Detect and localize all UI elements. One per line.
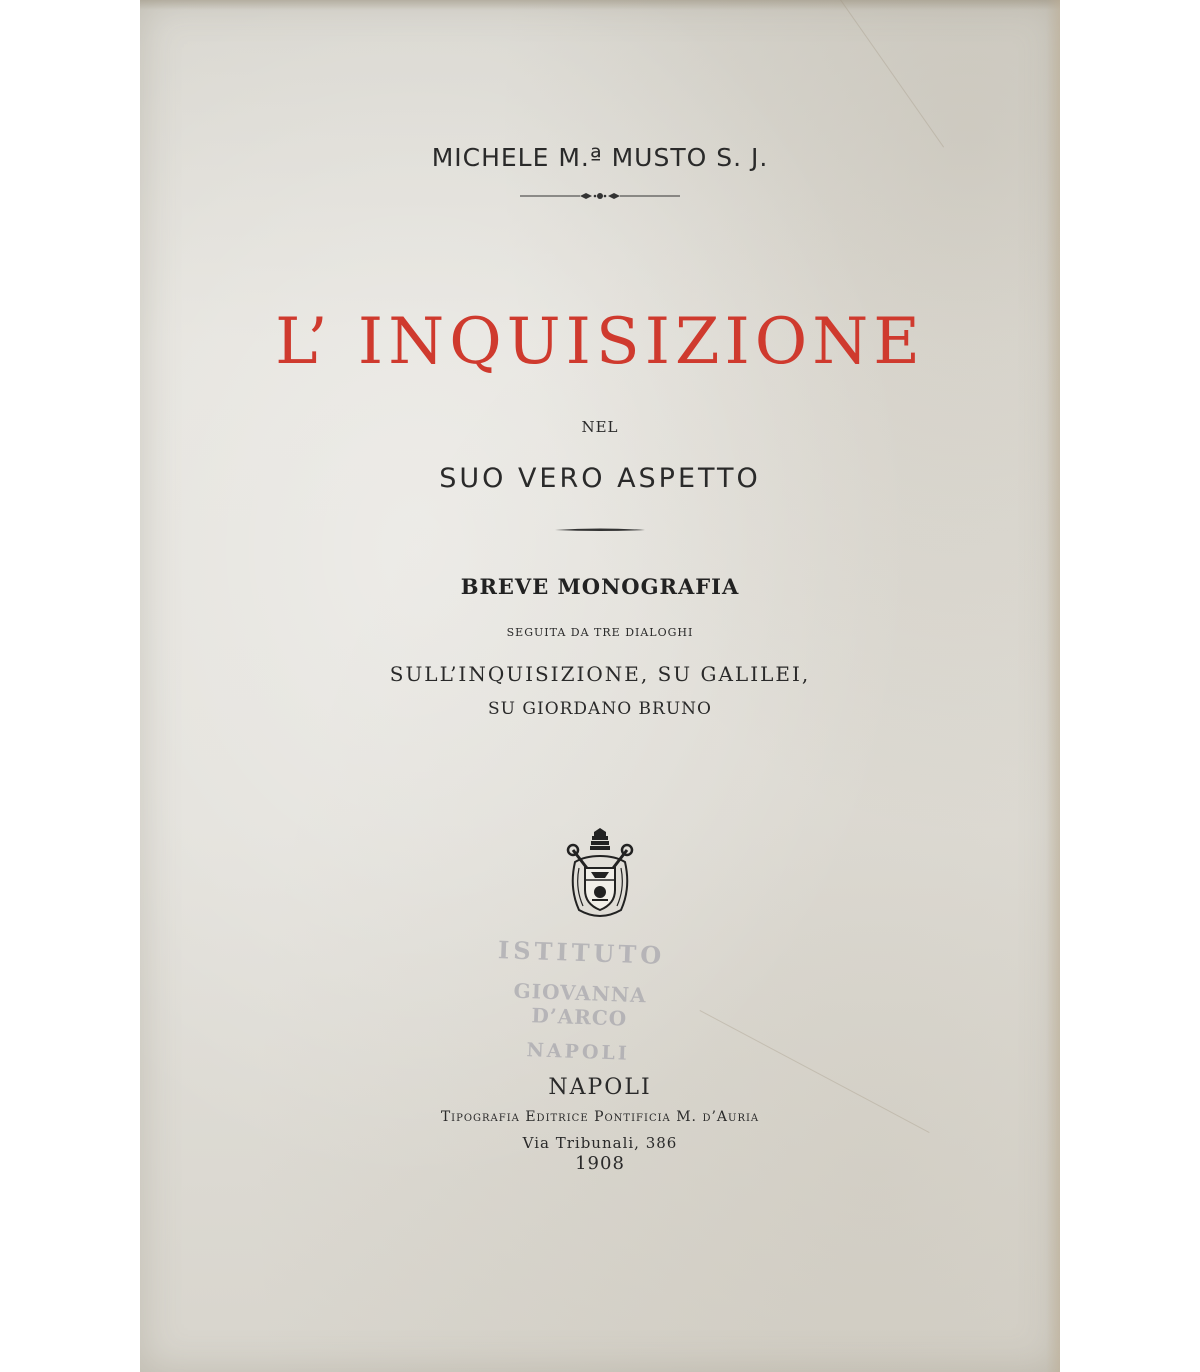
title-connector: NEL bbox=[581, 418, 619, 436]
book-title: L’ INQUISIZIONE bbox=[275, 305, 925, 379]
page-top-edge bbox=[140, 0, 1060, 10]
ornament-rule-top bbox=[140, 188, 1060, 209]
publisher-name: Tipografia Editrice Pontificia M. d’Auria bbox=[440, 1109, 760, 1125]
publication-city: NAPOLI bbox=[548, 1075, 652, 1100]
book-subtitle: SUO VERO ASPETTO bbox=[439, 463, 761, 494]
publisher-address: Via Tribunali, 386 bbox=[522, 1134, 678, 1152]
papal-coat-of-arms-icon bbox=[565, 828, 635, 924]
stamp-line-1: ISTITUTO bbox=[497, 935, 666, 970]
stamp-line-2: GIOVANNA D’ARCO bbox=[513, 978, 648, 1031]
author-name: MICHELE M.ª MUSTO S. J. bbox=[431, 143, 769, 172]
ornament-rule-middle bbox=[140, 522, 1060, 540]
library-stamp bbox=[478, 935, 682, 1065]
ornament-divider-icon bbox=[520, 188, 680, 204]
coat-of-arms bbox=[140, 828, 1060, 929]
section-title: BREVE MONOGRAFIA bbox=[460, 574, 740, 599]
section-subheading: SEGUITA DA TRE DIALOGHI bbox=[506, 626, 694, 639]
publication-year: 1908 bbox=[575, 1153, 625, 1174]
rule-divider-icon bbox=[555, 525, 645, 535]
paper-crease bbox=[840, 0, 944, 147]
stamp-line-3: NAPOLI bbox=[526, 1039, 631, 1065]
dialogues-line-1: SULL’INQUISIZIONE, SU GALILEI, bbox=[389, 662, 811, 686]
book-cover bbox=[140, 0, 1060, 1372]
dialogues-line-2: SU GIORDANO BRUNO bbox=[488, 699, 712, 719]
